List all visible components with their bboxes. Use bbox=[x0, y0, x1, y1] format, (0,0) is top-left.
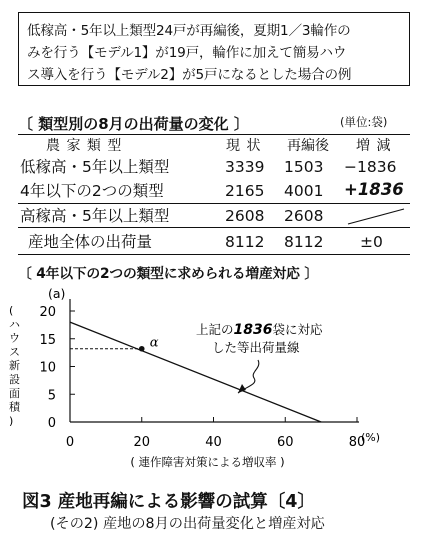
total-change: ±0 bbox=[360, 233, 383, 251]
table-total-rule bbox=[18, 227, 410, 228]
y-tick-label: 20 bbox=[39, 305, 56, 320]
total-after: 8112 bbox=[284, 233, 324, 251]
row2-change: +1836 bbox=[344, 180, 404, 199]
y-axis-label bbox=[9, 304, 21, 427]
row1-change: −1836 bbox=[344, 158, 397, 176]
x-unit-label: (%) bbox=[361, 431, 381, 444]
x-tick-label: 80 bbox=[348, 435, 366, 450]
y-tick-label: 10 bbox=[39, 360, 56, 376]
row3-change-slash bbox=[346, 206, 406, 226]
row3-type: 高稼高・5年以上類型 bbox=[20, 207, 170, 225]
table-unit-label: (単位:袋) bbox=[340, 115, 388, 129]
x-tick-label: 60 bbox=[276, 435, 294, 450]
alpha-label: α bbox=[149, 335, 159, 351]
figure-title: 図3 産地再編による影響の試算〔4〕 bbox=[22, 492, 315, 512]
scenario-line-1: 低稼高・5年以上類型24戸が再編後，夏期1／3輪作の bbox=[27, 23, 351, 39]
y-axis-label-char: 積 bbox=[9, 400, 20, 414]
table-top-rule bbox=[18, 134, 410, 135]
production-chart bbox=[0, 280, 425, 480]
annotation-line-1 bbox=[196, 322, 323, 338]
row2-type: 4年以下の2つの類型 bbox=[20, 182, 164, 200]
y-axis-label-char: ) bbox=[9, 414, 14, 428]
row1-after: 1503 bbox=[284, 158, 324, 176]
row3-current: 2608 bbox=[225, 207, 265, 225]
y-axis-label-char: ウ bbox=[9, 331, 20, 345]
annotation-text: 上記の bbox=[196, 322, 234, 337]
x-tick-label: 40 bbox=[205, 435, 222, 450]
scenario-line-2: みを行う【モデル1】が19戸，輪作に加えて簡易ハウ bbox=[27, 45, 347, 61]
y-unit-label: (a) bbox=[48, 286, 66, 301]
scenario-box bbox=[18, 12, 410, 86]
annotation-line-2: した等出荷量線 bbox=[212, 340, 300, 355]
x-tick-label: 20 bbox=[133, 435, 151, 450]
y-axis-label-char: ( bbox=[9, 304, 14, 317]
row3-after: 2608 bbox=[284, 207, 324, 225]
row1-current: 3339 bbox=[225, 158, 265, 176]
shipment-table bbox=[18, 134, 410, 254]
y-axis-label-char: ス bbox=[9, 345, 20, 359]
total-current: 8112 bbox=[225, 233, 265, 251]
y-axis-label-char: ハ bbox=[9, 317, 20, 331]
x-tick-label: 0 bbox=[65, 435, 75, 450]
figure-subtitle: (その2) 産地の8月の出荷量変化と増産対応 bbox=[50, 516, 325, 532]
row2-after: 4001 bbox=[284, 182, 324, 200]
chart-section-title: 〔 4年以下の2つの類型に求められる増産対応 〕 bbox=[18, 266, 318, 282]
alpha-marker bbox=[139, 346, 145, 352]
scenario-line-3: ス導入を行う【モデル2】が5戸になるとした場合の例 bbox=[27, 67, 352, 83]
header-current: 現 状 bbox=[226, 138, 262, 154]
x-axis-label: ( 連作障害対策による増収率 ) bbox=[130, 455, 285, 469]
header-after: 再編後 bbox=[287, 138, 329, 154]
y-tick-label: 5 bbox=[47, 388, 56, 404]
row1-type: 低稼高・5年以上類型 bbox=[20, 158, 170, 176]
row2-current: 2165 bbox=[225, 182, 265, 200]
header-change: 増 減 bbox=[356, 138, 392, 154]
header-farm-type: 農 家 類 型 bbox=[46, 138, 123, 154]
table-row-divider bbox=[18, 203, 410, 204]
table-bottom-rule bbox=[18, 254, 410, 255]
y-axis-label-char: 設 bbox=[9, 373, 20, 386]
y-tick-label: 0 bbox=[47, 416, 56, 431]
total-type: 産地全体の出荷量 bbox=[28, 233, 153, 251]
annotation-value: 1836 bbox=[233, 322, 273, 338]
annotation-text: 袋に対応 bbox=[272, 322, 323, 337]
iso-shipment-line bbox=[70, 322, 321, 422]
table-section-title: 〔 類型別の8月の出荷量の変化 〕 bbox=[18, 115, 249, 133]
y-axis-label-char: 面 bbox=[9, 386, 20, 400]
y-axis-label-char: 新 bbox=[9, 359, 20, 373]
y-tick-label: 15 bbox=[39, 332, 56, 348]
